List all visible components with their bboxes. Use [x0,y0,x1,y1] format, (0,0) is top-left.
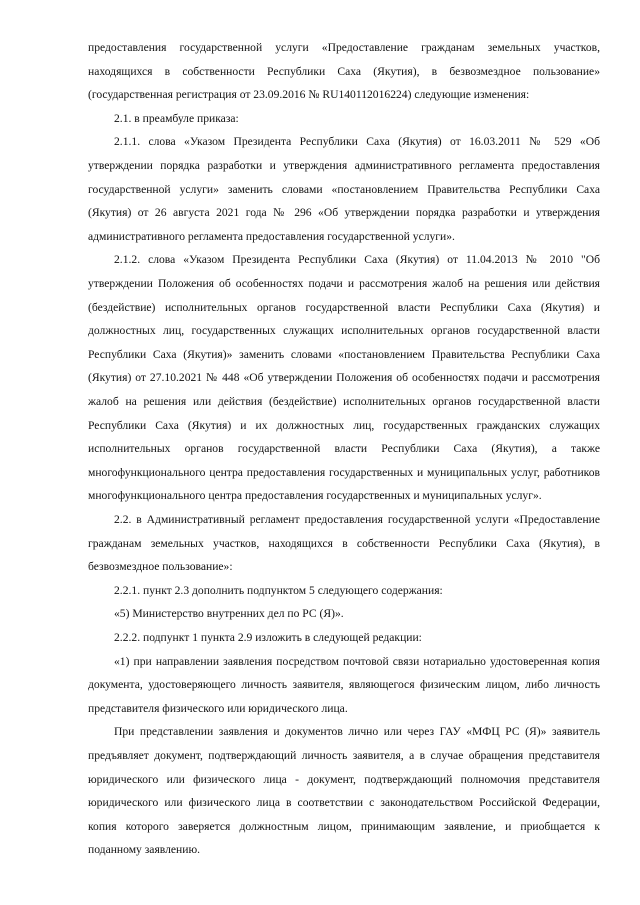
text-line: копия которого заверяется должностным лицом, принимающим заявление, и приобщается к [88,819,600,833]
text-line: безвозмездное пользование»: [88,560,233,574]
text-line: гражданам земельных участков, находящихся в собственности Республики Саха (Якутия), в [88,536,600,550]
text-line: 2.1.1. слова «Указом Президента Республики Саха (Якутия) от 16.03.2011 № 529 «Об [114,135,600,149]
text-line: многофункционального центра предоставления государственных и муниципальных услуг». [88,489,542,503]
text-line: 2.1. в преамбуле приказа: [114,111,239,125]
text-line: должностных лиц, государственных служащих исполнительных органов государственной власти [88,324,600,338]
text-line: утверждении порядка разработки и утверждения административного регламента предоставления [88,159,600,172]
text-line: поданному заявлению. [88,843,201,857]
text-line: «1) при направлении заявления посредством почтовой связи нотариально удостоверенная копия [114,654,600,668]
text-line: утверждении Положения об особенностях подачи и рассмотрения жалоб на решения или действия [88,277,600,290]
text-line: 2.2. в Административный регламент предоставления государственной услуги «Предоставление [114,513,600,526]
text-line: Республики Саха (Якутия) и их должностных лиц, государственных гражданских служащих [88,418,600,432]
text-line: (Якутия) от 27.10.2021 № 448 «Об утверждении Положения об особенностях подачи и рассмотрения [88,371,600,385]
text-line: исполнительных органов государственной власти Республики Саха (Якутия), а также [88,442,600,456]
text-line: юридического или физического лица - документ, подтверждающий полномочия представителя [88,772,600,786]
text-line: 2.2.1. пункт 2.3 дополнить подпунктом 5 следующего содержания: [114,583,443,597]
text-line: 2.2.2. подпункт 1 пункта 2.9 изложить в следующей редакции: [114,631,422,644]
text-line: многофункционального центра предоставления государственных и муниципальных услуг, работников [88,465,600,479]
text-line: «5) Министерство внутренних дел по РС (Я)». [114,607,344,621]
text-line: (бездействие) исполнительных органов государственной власти Республики Саха (Якутия) и [88,300,600,314]
text-line: предоставления государственной услуги «Предоставление гражданам земельных участков, [88,41,600,54]
text-line: находящихся в собственности Республики Саха (Якутия), в безвозмездное пользование» [88,64,600,78]
text-line: административного регламента предоставления государственной услуги». [88,229,455,243]
text-line: жалоб на решения или действия (бездействие) исполнительных органов государственной власти [88,395,600,408]
text-line: (государственная регистрация от 23.09.2016 № RU140112016224) следующие изменения: [88,88,530,102]
text-line: (Якутия) от 26 августа 2021 года № 296 «Об утверждении порядка разработки и утверждения [88,206,600,220]
text-line: документа, удостоверяющего личность заявителя, являющегося физическим лицом, либо личность [88,678,600,692]
text-line: государственной услуги» заменить словами «постановлением Правительства Республики Саха [88,182,600,196]
text-line: юридического или физического лица в соответствии с законодательством Российской Федерации, [88,796,600,810]
text-line: При представлении заявления и документов лично или через ГАУ «МФЦ РС (Я)» заявитель [114,725,600,739]
text-line: Республики Саха (Якутия)» заменить словами «постановлением Правительства Республики Саха [88,347,600,361]
text-line: предъявляет документ, подтверждающий личность заявителя, а в случае обращения представителя [88,749,600,762]
text-line: 2.1.2. слова «Указом Президента Республики Саха (Якутия) от 11.04.2013 № 2010 "Об [114,253,600,267]
text-line: представителя физического или юридического лица. [88,701,348,715]
